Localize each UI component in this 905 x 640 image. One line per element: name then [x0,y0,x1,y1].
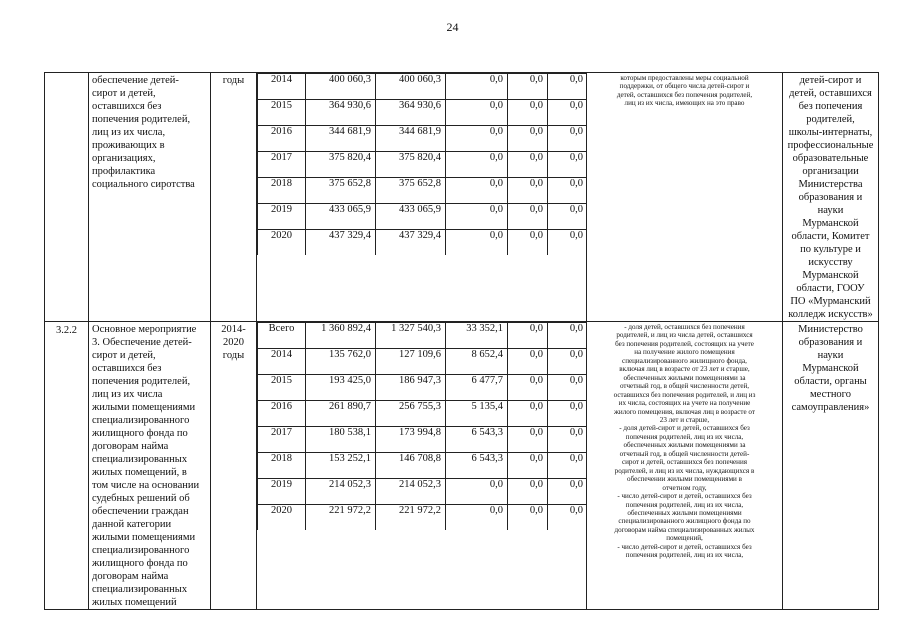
target-indicators [587,322,783,610]
implementation-period [211,322,257,610]
description-line: том числе на основании [92,480,200,491]
responsible-line: искусству [808,257,853,268]
indicator-line: на получение жилого помещения [634,348,735,357]
indicator-line: специализированного жилищного фонда, [622,356,747,365]
responsible-line: Министерство [798,324,863,335]
other-sources-cell: 0,0 [548,505,587,531]
funding-table [257,322,587,530]
other-sources-cell: 0,0 [548,323,587,349]
description-line: попечения родителей, [92,376,191,387]
total-cell: 135 762,0 [306,349,376,375]
total-cell: 437 329,4 [306,230,376,256]
other-sources-cell: 0,0 [548,74,587,100]
program-table-body [45,73,879,610]
total-cell: 214 052,3 [306,479,376,505]
description-line: договорам найма [92,571,169,582]
description-line: Основное мероприятие [92,324,197,335]
responsible-line: местного [810,389,851,400]
funding-row [258,100,587,126]
other-sources-cell: 0,0 [548,230,587,256]
regional-budget-cell: 186 947,3 [376,375,446,401]
responsible-line: профессиональные [787,140,874,151]
local-budget-cell: 0,0 [508,178,548,204]
federal-budget-cell: 6 543,3 [446,427,508,453]
description-line: сирот и детей, [92,88,156,99]
funding-row [258,204,587,230]
federal-budget-cell: 0,0 [446,152,508,178]
federal-budget-cell: 0,0 [446,126,508,152]
year-cell: 2019 [258,479,306,505]
responsible-executors [783,322,879,610]
indicator-line: - число детей-сирот и детей, оставшихся без [617,492,752,501]
measure-description [89,73,211,322]
indicator-line: попечения родителей, лиц из их числа, [625,500,744,509]
other-sources-cell: 0,0 [548,178,587,204]
target-indicators [587,73,783,322]
total-cell: 433 065,9 [306,204,376,230]
description-line: профилактика [92,166,156,177]
indicator-line: поддержки, от общего числа детей-сирот и [619,82,750,91]
responsible-line: ПО «Мурманский [790,296,871,307]
indicator-line: оставшихся без попечения родителей, и лиц из [613,390,756,399]
indicator-line: отчетном году, [662,483,707,492]
regional-budget-cell: 127 109,6 [376,349,446,375]
federal-budget-cell: 8 652,4 [446,349,508,375]
indicator-line: - число детей-сирот и детей, оставшихся без [617,542,752,551]
description-line: 3. Обеспечение детей- [92,337,192,348]
page-number: 24 [446,20,459,34]
program-row [45,322,879,610]
description-line: судебных решений об [92,493,190,504]
other-sources-cell: 0,0 [548,204,587,230]
funding-row [258,349,587,375]
regional-budget-cell: 214 052,3 [376,479,446,505]
description-line: жилищного фонда по [92,558,188,569]
year-cell: 2018 [258,453,306,479]
year-cell: 2020 [258,230,306,256]
total-cell: 193 425,0 [306,375,376,401]
federal-budget-cell: 0,0 [446,505,508,531]
regional-budget-cell: 1 327 540,3 [376,323,446,349]
total-cell: 261 890,7 [306,401,376,427]
regional-budget-cell: 437 329,4 [376,230,446,256]
item-number: 3.2.2 [45,322,89,610]
other-sources-cell: 0,0 [548,479,587,505]
indicator-line: обеспеченных жилыми помещениями за [623,441,746,450]
other-sources-cell: 0,0 [548,126,587,152]
description-line: социального сиротства [92,179,195,190]
year-cell: 2018 [258,178,306,204]
indicator-line: жилого помещения, включая лиц в возрасте от [614,407,755,416]
regional-budget-cell: 375 820,4 [376,152,446,178]
indicator-line: отчетный год, в общей численности детей, [619,382,750,391]
local-budget-cell: 0,0 [508,74,548,100]
period-line: 2014- [221,324,246,335]
item-number [45,73,89,322]
local-budget-cell: 0,0 [508,427,548,453]
responsible-line: детей, оставшихся [789,88,872,99]
federal-budget-cell: 6 477,7 [446,375,508,401]
regional-budget-cell: 364 930,6 [376,100,446,126]
responsible-line: по культуре и [800,244,861,255]
indicator-line: родителей, и лиц из числа детей, оставшихся [616,331,753,340]
year-cell: 2016 [258,401,306,427]
regional-budget-cell: 256 755,3 [376,401,446,427]
program-table [44,72,879,610]
indicator-line: без попечения родителей, состоящих на учете [615,339,754,348]
responsible-line: родителей, [806,114,855,125]
federal-budget-cell: 33 352,1 [446,323,508,349]
year-cell: 2020 [258,505,306,531]
regional-budget-cell: 221 972,2 [376,505,446,531]
description-line: попечения родителей, [92,114,191,125]
responsible-line: области, ГООУ [796,283,865,294]
description-line: жилищного фонда по [92,428,188,439]
total-cell: 364 930,6 [306,100,376,126]
measure-description [89,322,211,610]
description-line: жилыми помещениями [92,402,196,413]
responsible-line: области, Комитет [791,231,870,242]
description-line: организациях, [92,153,156,164]
indicator-line: обеспеченных жилыми помещениями за [623,373,746,382]
regional-budget-cell: 344 681,9 [376,126,446,152]
funding-table [257,73,587,255]
year-cell: 2014 [258,349,306,375]
description-line: обеспечении граждан [92,506,189,517]
regional-budget-cell: 173 994,8 [376,427,446,453]
local-budget-cell: 0,0 [508,126,548,152]
year-cell: 2015 [258,375,306,401]
description-line: оставшихся без [92,363,162,374]
federal-budget-cell: 0,0 [446,74,508,100]
funding-row [258,479,587,505]
responsible-line: Министерства [798,179,863,190]
description-line: лиц из их числа, [92,127,166,138]
indicator-line: обеспечении жилыми помещениями в [627,475,742,484]
local-budget-cell: 0,0 [508,100,548,126]
federal-budget-cell: 0,0 [446,230,508,256]
indicator-line: - доля детей, оставшихся без попечения [624,323,745,331]
total-cell: 344 681,9 [306,126,376,152]
indicator-line: их числа, состоящих на учете на получение [618,399,751,408]
federal-budget-cell: 0,0 [446,178,508,204]
funding-by-year [257,322,587,610]
year-cell: 2016 [258,126,306,152]
responsible-executors [783,73,879,322]
funding-row [258,427,587,453]
indicator-line: которым предоставлены меры социальной [620,74,749,82]
total-cell: 221 972,2 [306,505,376,531]
other-sources-cell: 0,0 [548,349,587,375]
other-sources-cell: 0,0 [548,453,587,479]
program-row [45,73,879,322]
year-cell: 2019 [258,204,306,230]
responsible-line: образовательные [792,153,869,164]
responsible-line: науки [817,205,844,216]
other-sources-cell: 0,0 [548,152,587,178]
local-budget-cell: 0,0 [508,349,548,375]
funding-row [258,74,587,100]
responsible-line: самоуправления» [791,402,870,413]
description-line: сирот и детей, [92,350,156,361]
other-sources-cell: 0,0 [548,401,587,427]
indicator-line: - доля детей-сирот и детей, оставшихся без [619,424,750,433]
description-line: специализированного [92,415,190,426]
indicator-line: 23 лет и старше, [659,415,710,424]
responsible-line: Мурманской [802,218,859,229]
responsible-line: школы-интернаты, [788,127,873,138]
responsible-line: науки [817,350,844,361]
other-sources-cell: 0,0 [548,427,587,453]
local-budget-cell: 0,0 [508,152,548,178]
indicator-line: лиц из их числа, имеющих на это право [624,99,745,108]
responsible-line: области, органы [794,376,867,387]
funding-row [258,401,587,427]
responsible-line: детей-сирот и [799,75,862,86]
description-line: лиц из их числа [92,389,163,400]
description-line: проживающих в [92,140,165,151]
local-budget-cell: 0,0 [508,323,548,349]
local-budget-cell: 0,0 [508,453,548,479]
indicator-line: включая лиц в возрасте от 23 лет и старше, [619,365,750,374]
funding-row [258,178,587,204]
responsible-line: колледж искусств» [788,309,873,320]
indicator-line: сирот и детей, оставшихся без попечения [621,458,748,467]
regional-budget-cell: 433 065,9 [376,204,446,230]
funding-row [258,126,587,152]
total-cell: 1 360 892,4 [306,323,376,349]
federal-budget-cell: 0,0 [446,100,508,126]
responsible-line: образования и [798,192,863,203]
funding-row [258,152,587,178]
responsible-line: без попечения [798,101,863,112]
federal-budget-cell: 0,0 [446,479,508,505]
regional-budget-cell: 400 060,3 [376,74,446,100]
local-budget-cell: 0,0 [508,230,548,256]
funding-row [258,453,587,479]
indicator-line: попечения родителей, лиц из их числа, [625,551,744,560]
local-budget-cell: 0,0 [508,375,548,401]
local-budget-cell: 0,0 [508,204,548,230]
description-line: оставшихся без [92,101,162,112]
year-cell: 2017 [258,152,306,178]
regional-budget-cell: 375 652,8 [376,178,446,204]
indicator-line: родителей, и лиц из их числа, нуждающихся в [614,466,755,475]
total-cell: 180 538,1 [306,427,376,453]
regional-budget-cell: 146 708,8 [376,453,446,479]
federal-budget-cell: 0,0 [446,204,508,230]
description-line: договорам найма [92,441,169,452]
local-budget-cell: 0,0 [508,401,548,427]
description-line: жилых помещений [92,597,177,608]
description-line: специализированных [92,454,188,465]
total-cell: 153 252,1 [306,453,376,479]
funding-row [258,323,587,349]
responsible-line: Мурманской [802,270,859,281]
funding-by-year [257,73,587,322]
implementation-period [211,73,257,322]
other-sources-cell: 0,0 [548,375,587,401]
local-budget-cell: 0,0 [508,505,548,531]
description-line: данной категории [92,519,172,530]
year-cell: Всего [258,323,306,349]
funding-row [258,230,587,256]
federal-budget-cell: 6 543,3 [446,453,508,479]
year-cell: 2015 [258,100,306,126]
responsible-line: организации [802,166,859,177]
indicator-line: отчетный год, в общей численности детей- [619,449,750,458]
description-line: обеспечение детей- [92,75,179,86]
other-sources-cell: 0,0 [548,100,587,126]
year-cell: 2017 [258,427,306,453]
total-cell: 400 060,3 [306,74,376,100]
description-line: специализированных [92,584,188,595]
federal-budget-cell: 5 135,4 [446,401,508,427]
indicator-line: детей, оставшихся без попечения родителей, [616,90,753,99]
period-line: 2020 [223,337,244,348]
total-cell: 375 820,4 [306,152,376,178]
responsible-line: Мурманской [802,363,859,374]
period-line: годы [222,75,245,86]
indicator-line: попечения родителей, лиц из их числа, [625,432,744,441]
indicator-line: договорам найма специализированных жилых [614,525,755,534]
description-line: жилыми помещениями [92,532,196,543]
total-cell: 375 652,8 [306,178,376,204]
description-line: жилых помещений, в [92,467,187,478]
responsible-line: образования и [798,337,863,348]
indicator-line: обеспеченных жилыми помещениями [627,508,742,517]
year-cell: 2014 [258,74,306,100]
local-budget-cell: 0,0 [508,479,548,505]
period-line: годы [222,350,245,361]
funding-row [258,505,587,531]
funding-row [258,375,587,401]
description-line: специализированного [92,545,190,556]
indicator-line: помещений, [666,534,703,543]
indicator-line: специализированного жилищного фонда по [618,517,751,526]
